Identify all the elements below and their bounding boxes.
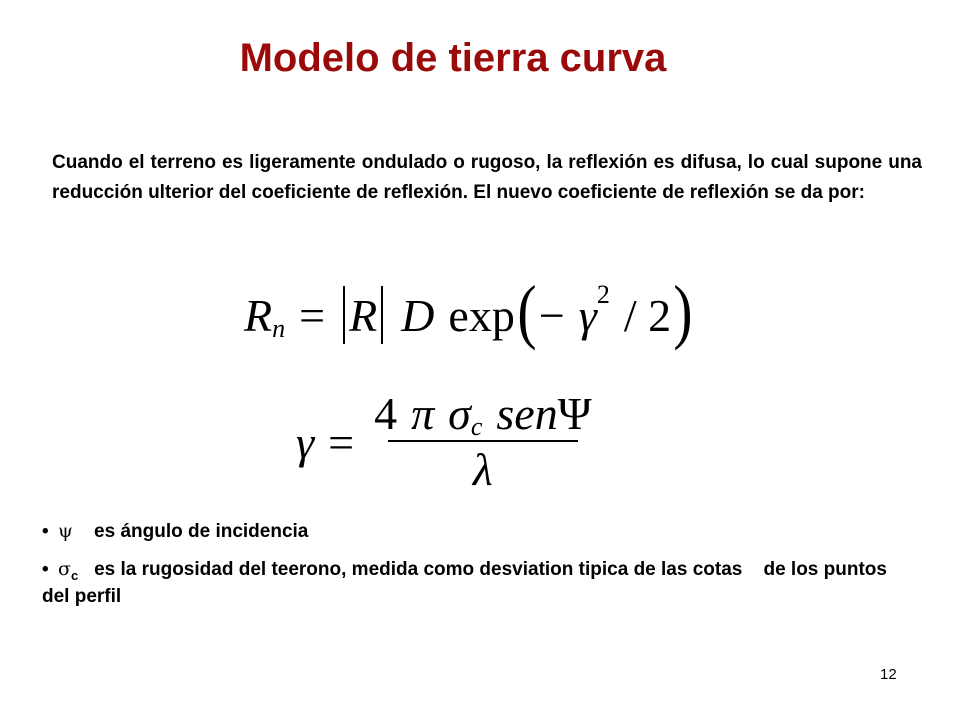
bullet-text-psi: es ángulo de incidencia [94,521,309,542]
eq2-num-pi: π [411,387,435,439]
eq1-exponent: 2 [596,280,610,309]
bullet-sigma-definition [42,556,902,610]
sigma-symbol-sub: c [70,568,79,583]
eq2-num-sigma-sub: c [470,412,483,441]
eq2-equals: = [328,416,355,468]
eq1-lhs-symbol: R [244,289,273,341]
equation-reflection-coefficient [244,271,695,351]
intro-paragraph: Cuando el terreno es ligeramente ondulado o rugoso, la reflexión es difusa, lo cual supone una reducción ulterior del coeficiente de reflexión. El nuevo coeficiente de reflexión se da por: [52,152,922,203]
definitions-list [42,518,902,620]
eq1-factor: D [401,289,435,341]
equation-gamma [296,388,598,496]
eq1-lhs-subscript: n [272,314,286,343]
eq1-abs-bar-right [381,286,383,344]
bullet-marker: • [42,559,49,580]
eq1-equals: = [299,289,326,341]
eq1-divide: / 2 [623,289,672,341]
eq1-gamma: γ [578,289,597,341]
eq2-num-four: 4 [374,387,398,439]
eq2-numerator [368,388,598,440]
eq2-num-sigma: σ [448,387,471,439]
bullet-marker: • [42,521,49,542]
psi-symbol: ψ [58,520,73,542]
eq1-abs-bar-left [343,286,345,344]
bullet-text-sigma: es la rugosidad del teerono, medida como desviation tipica de las cotas de los puntos del perfil [42,559,893,607]
eq2-num-sen: sen [496,387,558,439]
page-number: 12 [880,666,897,683]
bullet-psi-definition [42,518,902,546]
sigma-symbol: σ [58,558,71,580]
eq1-abs-symbol: R [349,289,378,341]
eq2-num-psi: Ψ [557,387,592,439]
eq2-fraction [368,388,598,496]
eq1-open-paren: ( [517,271,537,351]
eq1-close-paren: ) [673,271,693,351]
eq2-denominator: λ [472,443,493,495]
eq1-minus: − [538,289,565,341]
slide-title: Modelo de tierra curva [239,36,667,80]
eq1-func: exp [448,289,515,341]
eq2-lhs: γ [296,416,315,468]
